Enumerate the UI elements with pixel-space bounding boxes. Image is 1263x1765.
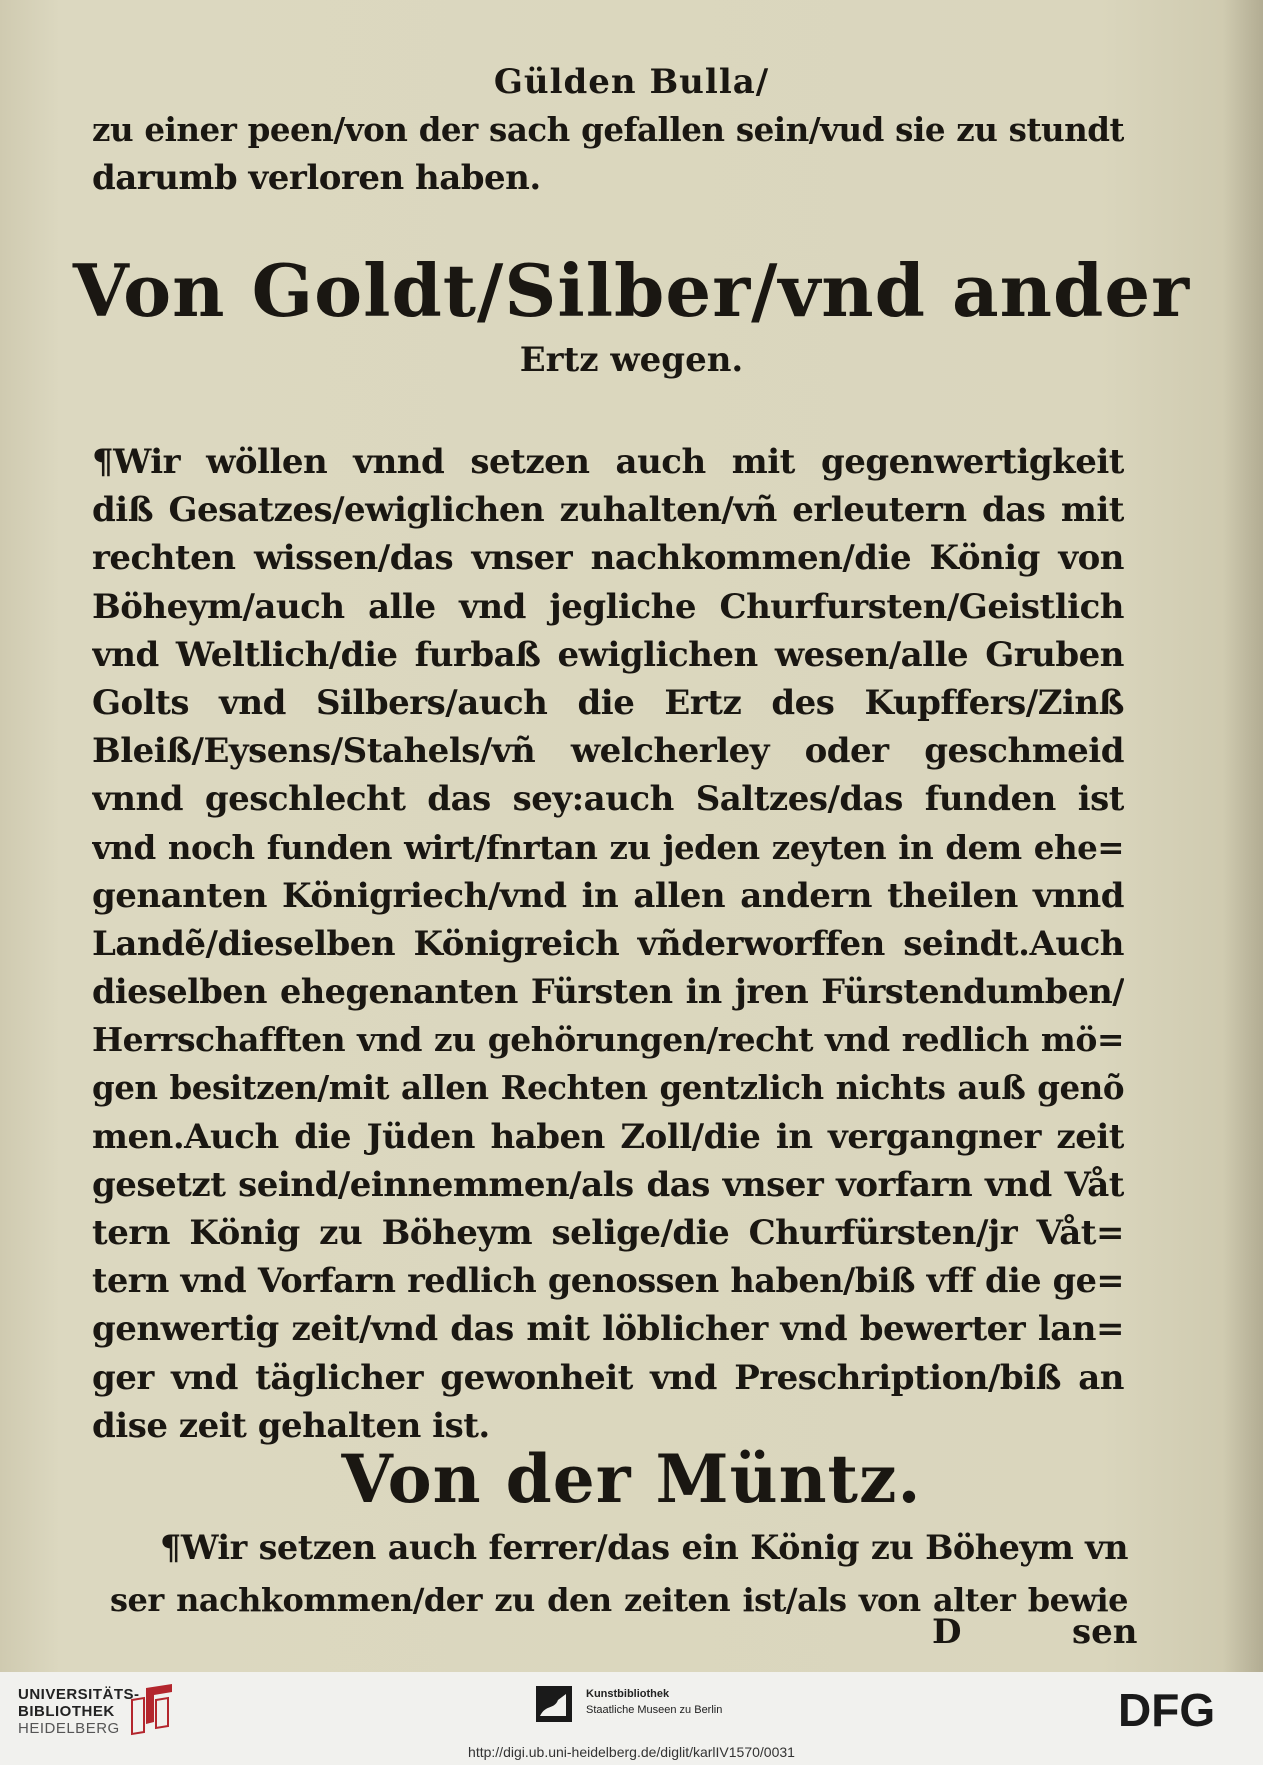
section-heading-coinage: Von der Müntz.	[341, 1440, 922, 1518]
ub-line-2: BIBLIOTHEK	[18, 1703, 115, 1720]
text-line: genanten Königriech/vnd in allen andern theilen vnnd	[92, 875, 1124, 916]
text-line: Golts vnd Silbers/auch die Ertz des Kupffers/Zinß	[92, 682, 1124, 723]
text-line: ser nachkommen/der zu den zeiten ist/als von alter bewie	[110, 1581, 1128, 1619]
text-line: ¶Wir wöllen vnnd setzen auch mit gegenwertigkeit	[92, 442, 1124, 482]
text-line: zu einer peen/von der sach gefallen sein/vud sie zu stundt	[92, 110, 1124, 149]
signature-mark: D	[932, 1612, 962, 1652]
catchword: sen	[1072, 1612, 1138, 1652]
kb-title: Kunstbibliothek	[586, 1688, 670, 1700]
text-line: vnnd geschlecht das sey:auch Saltzes/das funden ist	[92, 779, 1124, 820]
dfg-logo[interactable]	[1118, 1686, 1246, 1732]
kunstbibliothek-logo-text[interactable]	[586, 1686, 722, 1718]
ub-line-3: HEIDELBERG	[18, 1720, 120, 1737]
section-heading-subline: Ertz wegen.	[519, 340, 744, 380]
text-line: vnd Weltlich/die furbaß ewiglichen wesen/alle Gruben	[92, 634, 1124, 675]
text-line: Bleiß/Eysens/Stahels/vñ welcherley oder geschmeid	[92, 731, 1124, 772]
kb-subtitle: Staatliche Museen zu Berlin	[586, 1704, 723, 1716]
paragraph-coinage-line-2	[110, 1574, 1128, 1626]
paragraph-gold-silver	[92, 438, 1124, 1450]
text-line: genwertig zeit/vnd das mit löblicher vnd bewerter lan=	[92, 1309, 1124, 1350]
text-line: tern König zu Böheym selige/die Churfürsten/jr Våt=	[92, 1213, 1124, 1253]
permalink-url[interactable]: http://digi.ub.uni-heidelberg.de/diglit/karlIV1570/0031	[468, 1744, 795, 1760]
viewer-footer	[0, 1672, 1263, 1765]
text-line: Böheym/auch alle vnd jegliche Churfursten/Geistlich	[92, 586, 1124, 627]
text-line: rechten wissen/das vnser nachkommen/die König von	[92, 538, 1124, 579]
intro-text	[92, 106, 1124, 202]
text-line: gesetzt seind/einnemmen/als das vnser vorfarn vnd Våt	[92, 1164, 1124, 1205]
text-line: darumb verloren haben.	[92, 158, 541, 198]
text-line: dise zeit gehalten ist.	[92, 1405, 490, 1446]
text-line: tern vnd Vorfarn redlich genossen haben/biß vff die ge=	[92, 1261, 1124, 1301]
text-line: Herrschafften vnd zu gehörungen/recht vnd redlich mö=	[92, 1020, 1124, 1060]
ub-heidelberg-logo-text[interactable]	[18, 1686, 140, 1737]
paragraph-coinage-line-1	[160, 1522, 1128, 1574]
ub-heidelberg-logo-icon[interactable]	[128, 1682, 174, 1738]
running-head: Gülden Bulla/	[493, 62, 770, 102]
ub-line-1: UNIVERSITÄTS-	[18, 1686, 140, 1703]
text-line: Landẽ/dieselben Königreich vñderworffen seindt.Auch	[92, 923, 1124, 964]
text-line: ger vnd täglicher gewonheit vnd Preschription/biß an	[92, 1357, 1124, 1398]
text-line: vnd noch funden wirt/fnrtan zu jeden zeyten in dem ehe=	[92, 827, 1124, 867]
text-line: men.Auch die Jüden haben Zoll/die in vergangner zeit	[92, 1116, 1124, 1157]
text-line: dieselben ehegenanten Fürsten in jren Fürstendumben/	[92, 972, 1124, 1012]
text-line: gen besitzen/mit allen Rechten gentzlich nichts auß genõ	[92, 1068, 1124, 1108]
dfg-logo-text: DFG	[1118, 1686, 1216, 1732]
section-heading-gold-silver: Von Goldt/Silber/vnd ander	[72, 248, 1191, 333]
text-line: ¶Wir setzen auch ferrer/das ein König zu Böheym vn	[160, 1528, 1128, 1567]
kunstbibliothek-logo-icon[interactable]	[536, 1686, 572, 1722]
text-line: diß Gesatzes/ewiglichen zuhalten/vñ erleutern das mit	[92, 490, 1124, 531]
